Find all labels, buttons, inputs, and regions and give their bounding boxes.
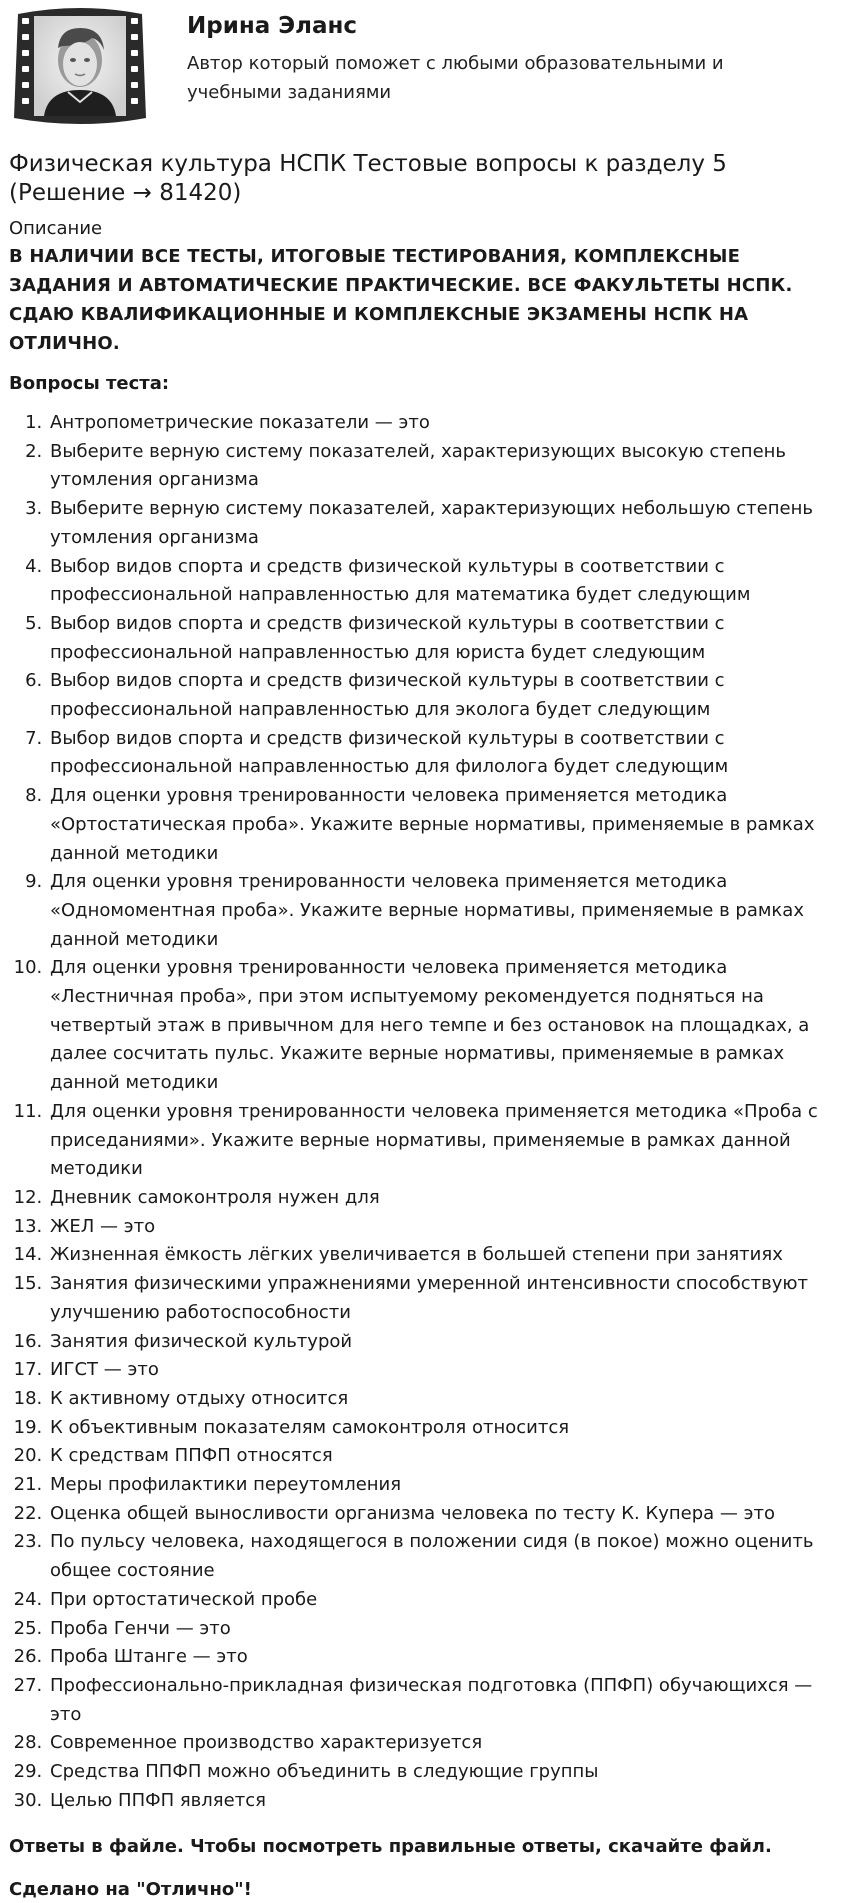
author-avatar[interactable] — [8, 6, 152, 128]
question-item: 16. Занятия физической культурой — [48, 1328, 843, 1357]
done-note: Сделано на "Отлично"! — [9, 1879, 252, 1901]
question-item: 14. Жизненная ёмкость лёгких увеличивается в большей степени при занятиях — [48, 1241, 843, 1270]
question-item: 17. ИГСТ — это — [48, 1356, 843, 1385]
description-text: В НАЛИЧИИ ВСЕ ТЕСТЫ, ИТОГОВЫЕ ТЕСТИРОВАНИЯ, КОМПЛЕКСНЫЕ ЗАДАНИЯ И АВТОМАТИЧЕСКИЕ ПРАКТИЧЕСКИЕ. ВСЕ ФАКУЛЬТЕТЫ НСПК. СДАЮ КВАЛИФИКАЦИОННЫЕ И КОМПЛЕКСНЫЕ ЭКЗАМЕНЫ НСПК НА ОТЛИЧНО. — [9, 246, 793, 354]
question-item: 22. Оценка общей выносливости организма человека по тесту К. Купера — это — [48, 1500, 843, 1529]
questions-list — [9, 409, 843, 1815]
question-item: 30. Целью ППФП является — [48, 1787, 843, 1816]
question-item: 29. Средства ППФП можно объединить в следующие группы — [48, 1758, 843, 1787]
question-item: 20. К средствам ППФП относятся — [48, 1442, 843, 1471]
question-item: 24. При ортостатической пробе — [48, 1586, 843, 1615]
questions-heading: Вопросы теста: — [9, 373, 170, 394]
author-name[interactable]: Ирина Эланс — [187, 13, 358, 39]
author-block — [0, 0, 847, 140]
question-item: 1. Антропометрические показатели — это — [48, 409, 843, 438]
document-content — [9, 150, 843, 1903]
question-item: 25. Проба Генчи — это — [48, 1615, 843, 1644]
question-item: 3. Выберите верную систему показателей, характеризующих небольшую степень утомления организма — [48, 495, 843, 552]
question-item: 26. Проба Штанге — это — [48, 1643, 843, 1672]
question-item: 10. Для оценки уровня тренированности человека применяется методика «Лестничная проба», при этом испытуемому рекомендуется подняться на четвертый этаж в привычном для него темпе и без остановок на площадках, а далее сосчитать пульс. Укажите верные нормативы, применяемые в рамках данной методики — [48, 954, 843, 1098]
answers-note: Ответы в файле. Чтобы посмотреть правильные ответы, скачайте файл. — [9, 1836, 772, 1858]
question-item: 28. Современное производство характеризуется — [48, 1729, 843, 1758]
question-item: 19. К объективным показателям самоконтроля относится — [48, 1414, 843, 1443]
question-item: 21. Меры профилактики переутомления — [48, 1471, 843, 1500]
question-item: 7. Выбор видов спорта и средств физической культуры в соответствии с профессиональной направленностью для филолога будет следующим — [48, 725, 843, 782]
question-item: 8. Для оценки уровня тренированности человека применяется методика «Ортостатическая проба». Укажите верные нормативы, применяемые в рамках данной методики — [48, 782, 843, 868]
question-item: 13. ЖЕЛ — это — [48, 1213, 843, 1242]
question-item: 5. Выбор видов спорта и средств физической культуры в соответствии с профессиональной направленностью для юриста будет следующим — [48, 610, 843, 667]
question-item: 18. К активному отдыху относится — [48, 1385, 843, 1414]
page-title: Физическая культура НСПК Тестовые вопросы к разделу 5 (Решение → 81420) — [9, 151, 727, 206]
question-item: 9. Для оценки уровня тренированности человека применяется методика «Одномоментная проба». Укажите верные нормативы, применяемые в рамках данной методики — [48, 868, 843, 954]
question-item: 2. Выберите верную систему показателей, характеризующих высокую степень утомления организма — [48, 438, 843, 495]
question-item: 12. Дневник самоконтроля нужен для — [48, 1184, 843, 1213]
question-item: 23. По пульсу человека, находящегося в положении сидя (в покое) можно оценить общее состояние — [48, 1528, 843, 1585]
question-item: 11. Для оценки уровня тренированности человека применяется методика «Проба с приседаниями». Укажите верные нормативы, применяемые в рамках данной методики — [48, 1098, 843, 1184]
question-item: 4. Выбор видов спорта и средств физической культуры в соответствии с профессиональной направленностью для математика будет следующим — [48, 553, 843, 610]
question-item: 15. Занятия физическими упражнениями умеренной интенсивности способствуют улучшению работоспособности — [48, 1270, 843, 1327]
question-item: 27. Профессионально-прикладная физическая подготовка (ППФП) обучающихся — это — [48, 1672, 843, 1729]
question-item: 6. Выбор видов спорта и средств физической культуры в соответствии с профессиональной направленностью для эколога будет следующим — [48, 667, 843, 724]
description-label: Описание — [9, 218, 103, 239]
author-description: Автор который поможет с любыми образовательными и учебными заданиями — [187, 53, 724, 103]
